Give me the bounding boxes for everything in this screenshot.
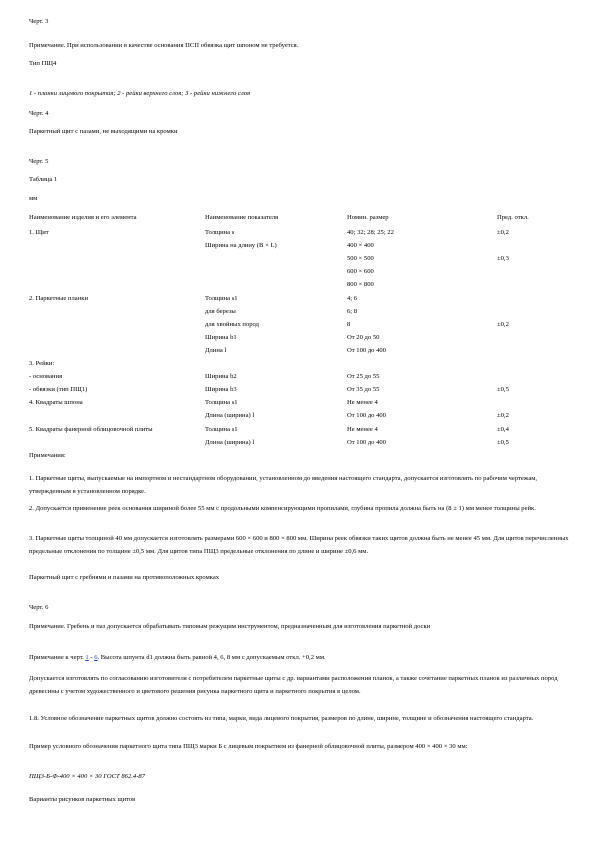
table-cell: Ширина b1 — [205, 333, 237, 341]
table-row — [0, 412, 595, 425]
figure-caption-chert4: Черт. 4 — [29, 110, 49, 117]
designation-code: ПЩ3-Б-Ф-400 × 400 × 30 ГОСТ 862.4-87 — [29, 773, 145, 780]
table-row — [0, 268, 595, 281]
table-cell: Длина (ширина) l — [205, 438, 255, 446]
figure-caption-chert5: Черт. 5 — [29, 158, 49, 165]
link-chert-6[interactable]: 6 — [94, 654, 98, 661]
note-1: 1. Паркетные щиты, выпускаемые на импортном и нестандартном оборудовании, установленном до введения настоящего стандарта, допускается изготовлять по рабочим чертежам, утвержденным в установленном порядке. — [29, 475, 538, 495]
table-cell: ±0,3 — [497, 255, 509, 263]
link-chert-1[interactable]: 1 — [85, 654, 89, 661]
table-caption: Таблица 1 — [29, 176, 58, 183]
agreement-paragraph: Допускается изготовлять по согласованию изготовителя с потребителем паркетные щиты с др. вариантами расположения планок, а также сочетание паркетных планок из различных пород древесины с учетом художественного и цветового решения рисунка паркетного щита и паркетного покрытия в целом. — [29, 675, 558, 695]
table-cell: для хвойных пород — [205, 320, 260, 328]
note-figures-prefix: Примечание к черт. — [29, 654, 86, 661]
note-3: 3. Паркетные щиты толщиной 40 мм допускается изготовлять размерами 600 × 600 и 800 × 800 мм. Ширина реек обвязки таких щитов должна быть не менее 45 мм. Для щитов перечисленных предельные отклонения по толщине ±0,5 мм. Для щитов типа ПЩ3 предельные отклонения по длине и ширине ±0,6 мм. — [29, 535, 569, 555]
table-cell: Не менее 4 — [347, 399, 378, 407]
table-cell: Ширина на длину (B × L) — [205, 242, 277, 250]
table-row — [0, 426, 595, 439]
figure-legend: 1 - планки лицевого покрытия; 2 - рейки верхнего слоя; 3 - рейки нижнего слоя — [29, 90, 251, 97]
note-to-figures — [29, 654, 326, 662]
section-1-8: 1.8. Условное обозначение паркетных щитов должно состоять из типа, марки, вида лицевого покрытия, размеров по длине, ширине, толщине и обозначения настоящего стандарта. — [29, 715, 534, 722]
type-label: Тип ПЩ4 — [29, 60, 57, 67]
table-cell: ±0,5 — [497, 386, 509, 394]
table-row — [0, 439, 595, 452]
table-cell: ±0,2 — [497, 412, 509, 420]
units-label: мм — [29, 195, 38, 202]
table-cell: Длина l — [205, 346, 227, 354]
table-row — [0, 229, 595, 242]
note-2: 2. Допускается применение реек основания шириной более 55 мм с продольными компенсирующими пропилами, глубина пропила должна быть на (8 ± 1) мм менее толщины рейк. — [29, 505, 536, 512]
notes-title: Примечания: — [29, 452, 66, 459]
table-row — [0, 386, 595, 399]
table-cell: Толщина s — [205, 229, 235, 236]
table-cell: 3. Рейки: — [29, 360, 55, 367]
table-row — [0, 360, 595, 373]
table-cell: 4; 6 — [347, 294, 358, 302]
table-cell: ±0,2 — [497, 320, 509, 328]
table-cell: 40; 32; 28; 25; 22 — [347, 229, 394, 236]
table-cell: От 20 до 50 — [347, 333, 380, 341]
table-cell: 500 × 500 — [347, 255, 374, 263]
table-cell: ±0,2 — [497, 229, 509, 236]
table-cell: 800 × 800 — [347, 281, 374, 289]
table-row — [0, 373, 595, 386]
table-cell: 4. Квадраты шпона — [29, 399, 83, 407]
table-cell: ±0,4 — [497, 425, 509, 433]
variants-heading: Варианты рисунков паркетных щитов — [29, 796, 136, 803]
designation-example: Пример условного обозначения паркетного щита типа ПЩ3 марки Б с лицевым покрытием из фанерной облицовочной плиты, размером 400 × 400 × 30 мм: — [29, 743, 468, 750]
table-cell: 400 × 400 — [347, 242, 374, 250]
table-cell: От 100 до 400 — [347, 438, 387, 446]
table-row — [0, 242, 595, 255]
table-cell: для березы — [205, 307, 236, 315]
table-cell: 5. Квадраты фанерной облицовочной плиты — [29, 425, 153, 433]
note-figures-suffix: . Высота шпунта d1 должна быть равной 4, 6, 8 мм с допускаемым откл. +0,2 мм. — [97, 654, 326, 661]
table-row — [0, 281, 595, 294]
table-cell: Толщина s1 — [205, 425, 238, 433]
table-cell: 600 × 600 — [347, 268, 374, 276]
table-row — [0, 347, 595, 360]
table-cell: От 100 до 400 — [347, 346, 387, 354]
shield-description: Паркетный щит с пазами, не выходящими на кромки — [29, 128, 178, 135]
table-row — [0, 255, 595, 268]
comb-shield-description: Паркетный щит с гребнями и пазами на противоположных кромках — [29, 574, 220, 581]
table-cell: 1. Щит — [29, 229, 49, 236]
header-cell: Номин. размер — [347, 214, 389, 221]
table-row — [0, 295, 595, 308]
note-shpon: Примечание. При использовании в качестве основания ПСП обвязка щит шпоном не требуется. — [29, 42, 299, 49]
table-row — [0, 399, 595, 412]
table-cell: Ширина b3 — [205, 386, 237, 394]
table-cell: От 25 до 55 — [347, 373, 380, 381]
table-cell: ±0,5 — [497, 438, 509, 446]
table-cell: Не менее 4 — [347, 425, 378, 433]
note-comb: Примечание. Гребень и паз допускается обрабатывать типовым режущим инструментом, предназначенным для изготовления паркетной доски — [29, 623, 431, 630]
table-cell: 6; 8 — [347, 307, 358, 315]
table-cell: 8 — [347, 320, 351, 328]
header-cell: Пред. откл. — [497, 214, 529, 221]
table-cell: - обвязки (тип ПЩ1) — [29, 386, 88, 394]
table-cell: 2. Паркетные планки — [29, 294, 88, 302]
table-cell: Толщина s1 — [205, 294, 238, 302]
table-cell: Ширина b2 — [205, 373, 237, 381]
table-cell: Толщина s1 — [205, 399, 238, 407]
table-cell: Длина (ширина) l — [205, 412, 255, 420]
table-cell: От 35 до 55 — [347, 386, 380, 394]
table-row — [0, 334, 595, 347]
header-cell: Наименование показателя — [205, 214, 279, 221]
table-row — [0, 308, 595, 321]
header-cell: Наименование изделия и его элемента — [29, 214, 137, 221]
table-cell: - основания — [29, 373, 63, 381]
figure-caption-chert3: Черт. 3 — [29, 18, 49, 25]
table-row — [0, 321, 595, 334]
table-header — [0, 214, 595, 227]
link-separator: - — [88, 654, 95, 661]
figure-caption-chert6: Черт. 6 — [29, 604, 49, 611]
table-cell: От 100 до 400 — [347, 412, 387, 420]
